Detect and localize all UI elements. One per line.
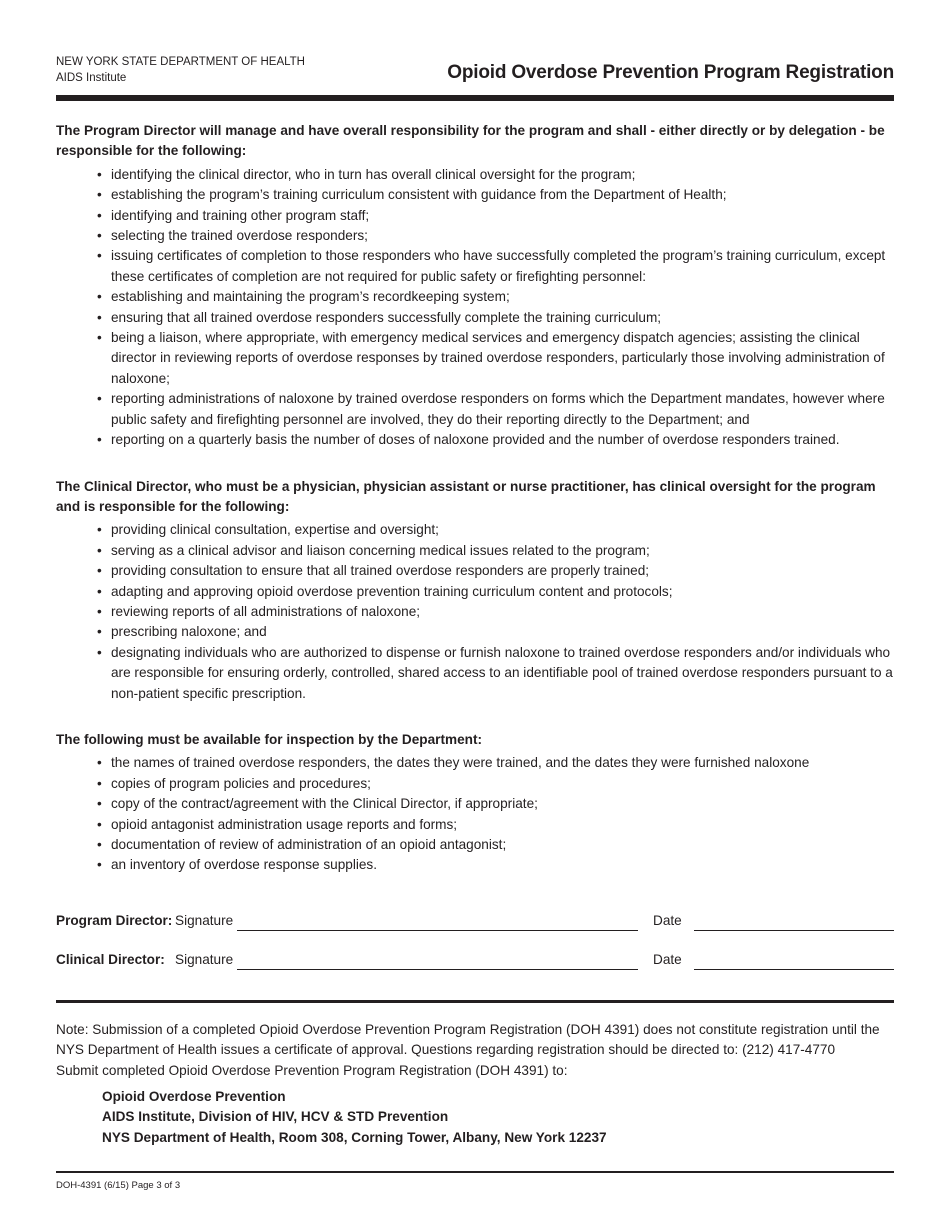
- clinical-director-section: [56, 477, 894, 704]
- date-label: Date: [653, 952, 682, 967]
- list-item: • designating individuals who are authorized to dispense or furnish naloxone to trained overdose responders and/or individuals who are responsible for ensuring orderly, controlled, shared access to an identifiable pool of trained overdose responders pursuant to a non-patient specific prescription.: [111, 643, 894, 704]
- form-title: Opioid Overdose Prevention Program Registration: [447, 62, 894, 83]
- section-heading: The Program Director will manage and have overall responsibility for the program and shall - either directly or by delegation - be responsible for the following:: [56, 123, 885, 159]
- list-item: • copies of program policies and procedures;: [111, 774, 894, 794]
- list-item: • prescribing naloxone; and: [111, 622, 894, 642]
- program-director-section: [56, 121, 894, 451]
- section-heading: The Clinical Director, who must be a physician, physician assistant or nurse practitioner, has clinical oversight for the program and is responsible for the following:: [56, 478, 876, 514]
- header-agency: [56, 54, 305, 86]
- list-item: • reporting administrations of naloxone by trained overdose responders on forms which the Department mandates, however where public safety and firefighting personnel are involved, they do their reporting directly to the Department; and: [111, 389, 894, 430]
- footer-divider: [56, 1171, 894, 1173]
- section-heading: The following must be available for inspection by the Department:: [56, 731, 482, 747]
- date-label: Date: [653, 913, 682, 928]
- submit-instructions: Submit completed Opioid Overdose Prevention Program Registration (DOH 4391) to:: [56, 1062, 568, 1078]
- submission-note: [56, 1020, 896, 1081]
- signature-block: [56, 913, 894, 991]
- address-line: NYS Department of Health, Room 308, Corning Tower, Albany, New York 12237: [102, 1129, 607, 1145]
- signature-label: Signature: [175, 952, 234, 967]
- signature-label: Signature: [175, 913, 234, 928]
- list-item: • reporting on a quarterly basis the number of doses of naloxone provided and the number of overdose responders trained.: [111, 430, 894, 450]
- address-line: Opioid Overdose Prevention: [102, 1089, 286, 1104]
- department-name: NEW YORK STATE DEPARTMENT OF HEALTH: [56, 56, 305, 68]
- list-item: • ensuring that all trained overdose responders successfully complete the training curriculum;: [111, 308, 894, 328]
- signature-divider: [56, 1000, 894, 1003]
- list-item: • adapting and approving opioid overdose prevention training curriculum content and protocols;: [111, 582, 894, 602]
- clinical-director-signature-row: [56, 952, 894, 991]
- list-item: • providing clinical consultation, expertise and oversight;: [111, 520, 894, 540]
- responsibility-list: [56, 520, 894, 704]
- responsibility-list: [56, 165, 894, 451]
- inspection-list: [56, 753, 894, 875]
- clinical-director-signature-field[interactable]: [237, 969, 638, 970]
- list-item: • issuing certificates of completion to those responders who have successfully completed the program’s training curriculum, except these certificates of completion are not required for public safety or firefighting personnel:: [111, 246, 894, 287]
- list-item: • opioid antagonist administration usage reports and forms;: [111, 815, 894, 835]
- list-item: • copy of the contract/agreement with the Clinical Director, if appropriate;: [111, 794, 894, 814]
- clinical-director-date-field[interactable]: [694, 969, 894, 970]
- form-body: [56, 121, 894, 902]
- list-item: • establishing and maintaining the program’s recordkeeping system;: [111, 287, 894, 307]
- list-item: • serving as a clinical advisor and liaison concerning medical issues related to the program;: [111, 541, 894, 561]
- list-item: • reviewing reports of all administrations of naloxone;: [111, 602, 894, 622]
- list-item: • being a liaison, where appropriate, with emergency medical services and emergency dispatch agencies; assisting the clinical director in reviewing reports of overdose responses by trained overdose responders, particularly those involving administration of naloxone;: [111, 328, 894, 389]
- header-divider: [56, 95, 894, 101]
- form-footer: DOH-4391 (6/15) Page 3 of 3: [56, 1180, 181, 1191]
- list-item: • an inventory of overdose response supplies.: [111, 855, 894, 875]
- list-item: • selecting the trained overdose responders;: [111, 226, 894, 246]
- inspection-section: [56, 730, 894, 876]
- address-line: AIDS Institute, Division of HIV, HCV & STD Prevention: [102, 1109, 449, 1125]
- program-director-date-field[interactable]: [694, 930, 894, 931]
- list-item: • establishing the program’s training curriculum consistent with guidance from the Department of Health;: [111, 185, 894, 205]
- list-item: • documentation of review of administration of an opioid antagonist;: [111, 835, 894, 855]
- list-item: • providing consultation to ensure that all trained overdose responders are properly trained;: [111, 561, 894, 581]
- program-director-label: Program Director:: [56, 913, 173, 928]
- clinical-director-label: Clinical Director:: [56, 952, 165, 967]
- program-director-signature-field[interactable]: [237, 930, 638, 931]
- list-item: • identifying the clinical director, who in turn has overall clinical oversight for the program;: [111, 165, 894, 185]
- note-text: Note: Submission of a completed Opioid Overdose Prevention Program Registration (DOH 4391) does not constitute registration until the NYS Department of Health issues a certificate of approval. Questions regarding registration should be directed to: (212) 417-4770: [56, 1022, 880, 1058]
- list-item: • the names of trained overdose responders, the dates they were trained, and the dates they were furnished naloxone: [111, 753, 894, 773]
- list-item: • identifying and training other program staff;: [111, 206, 894, 226]
- mailing-address: [102, 1087, 607, 1148]
- program-director-signature-row: [56, 913, 894, 952]
- institute-name: AIDS Institute: [56, 72, 127, 84]
